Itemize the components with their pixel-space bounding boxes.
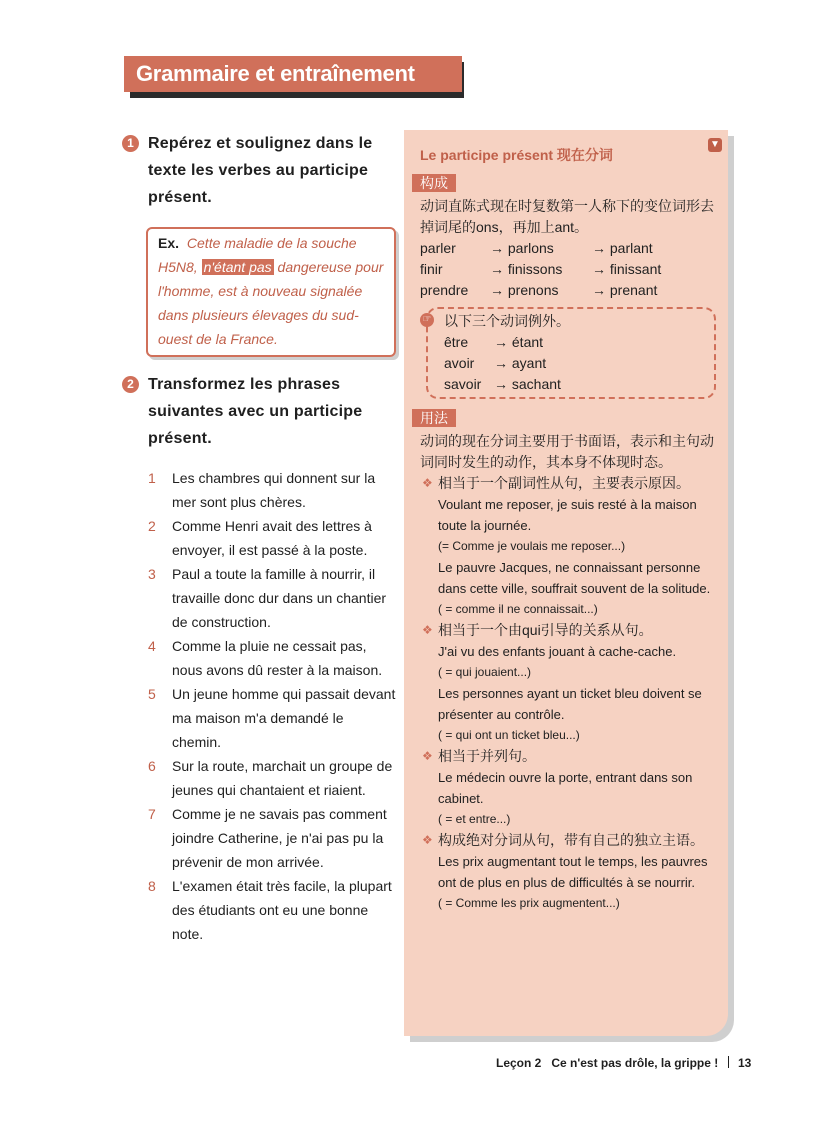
table-cell: → étant bbox=[494, 334, 544, 350]
exercise-number-2: 2 bbox=[122, 376, 139, 393]
example-sentence: Les prix augmentant tout le temps, les pauvres ont de plus en plus de difficultés à se nourrir. bbox=[438, 854, 708, 890]
table-cell: → ayant bbox=[494, 355, 547, 371]
item-text: Comme Henri avait des lettres à envoyer, il est passé à la poste. bbox=[172, 518, 372, 558]
exercise-2-text: Transformez les phrases suivantes avec un participe présent. bbox=[148, 376, 363, 447]
example-sentence: Le médecin ouvre la porte, entrant dans son cabinet. bbox=[438, 770, 693, 806]
section-title: Grammaire et entraînement bbox=[124, 56, 462, 92]
footer-lesson: Leçon 2 bbox=[496, 1056, 542, 1070]
table-cell: → finissant bbox=[592, 261, 662, 277]
list-item bbox=[122, 754, 396, 802]
diamond-bullet-icon: ❖ bbox=[422, 833, 433, 847]
list-item bbox=[122, 466, 396, 514]
example-box bbox=[146, 227, 396, 357]
item-number: 4 bbox=[148, 638, 156, 654]
example-sentence: J'ai vu des enfants jouant à cache-cache. bbox=[438, 644, 677, 659]
list-item bbox=[122, 634, 396, 682]
usage-point-1 bbox=[420, 473, 716, 494]
table-cell: → finissons bbox=[490, 261, 563, 277]
table-cell: → parlons bbox=[490, 240, 554, 256]
chevron-down-icon[interactable]: ▼ bbox=[708, 138, 722, 152]
table-cell: → sachant bbox=[494, 376, 561, 392]
example-note: ( = qui jouaient...) bbox=[438, 665, 532, 679]
exercise-2-items bbox=[122, 466, 396, 946]
table-row bbox=[420, 259, 661, 280]
footer-divider bbox=[728, 1056, 729, 1068]
item-number: 7 bbox=[148, 806, 156, 822]
item-text: Comme la pluie ne cessait pas, nous avons dû rester à la maison. bbox=[172, 638, 383, 678]
example-text-before: Cette maladie de la souche H5N8, bbox=[158, 235, 357, 275]
table-cell: → prenons bbox=[490, 282, 559, 298]
item-text: Sur la route, marchait un groupe de jeunes qui chantaient et riaient. bbox=[172, 758, 393, 798]
grammar-panel bbox=[404, 130, 728, 1036]
exercise-2-instruction bbox=[122, 371, 396, 452]
usage-point-4 bbox=[420, 830, 716, 851]
example-text-after: dangereuse pour l'homme, est à nouveau signalée dans plusieurs élevages du sud-ouest de la France. bbox=[158, 259, 384, 347]
item-text: Comme je ne savais pas comment joindre Catherine, je n'ai pas pu la prévenir de mon arrivée. bbox=[172, 806, 387, 870]
exercise-number-1: 1 bbox=[122, 135, 139, 152]
example-label: Ex. bbox=[158, 235, 180, 251]
list-item bbox=[122, 874, 396, 946]
footer-lesson-title: Ce n'est pas drôle, la grippe ! bbox=[551, 1056, 719, 1070]
diamond-bullet-icon: ❖ bbox=[422, 476, 433, 490]
page-footer bbox=[496, 1055, 751, 1071]
table-row bbox=[420, 238, 661, 259]
exercise-1-text: Repérez et soulignez dans le texte les verbes au participe présent. bbox=[148, 135, 373, 206]
item-number: 1 bbox=[148, 470, 156, 486]
table-row bbox=[444, 332, 561, 353]
table-row bbox=[444, 353, 561, 374]
table-cell: être bbox=[444, 334, 469, 350]
exercise-1-instruction bbox=[122, 130, 396, 211]
usage-tag: 用法 bbox=[412, 409, 456, 427]
exceptions-table bbox=[444, 332, 561, 395]
example-highlight: n'étant pas bbox=[203, 259, 272, 275]
usage-heading: 相当于一个由qui引导的关系从句。 bbox=[438, 622, 653, 638]
usage-heading: 相当于一个副词性从句，主要表示原因。 bbox=[438, 475, 690, 491]
exceptions-box bbox=[422, 307, 716, 399]
formation-tag: 构成 bbox=[412, 174, 456, 192]
list-item bbox=[122, 682, 396, 754]
section-banner bbox=[124, 56, 462, 92]
list-item bbox=[122, 802, 396, 874]
item-text: L'examen était très facile, la plupart des étudiants ont eu une bonne note. bbox=[172, 878, 392, 942]
usage-text: 动词的现在分词主要用于书面语，表示和主句动词同时发生的动作，其本身不体现时态。 bbox=[420, 433, 714, 470]
item-number: 3 bbox=[148, 566, 156, 582]
pointer-icon: ☞ bbox=[420, 313, 434, 327]
table-cell: → prenant bbox=[592, 282, 658, 298]
table-cell: savoir bbox=[444, 376, 482, 392]
table-cell: → parlant bbox=[592, 240, 653, 256]
example-note: ( = Comme les prix augmentent...) bbox=[438, 896, 620, 910]
usage-point-3 bbox=[420, 746, 716, 767]
item-text: Un jeune homme qui passait devant ma maison m'a demandé le chemin. bbox=[172, 686, 396, 750]
usage-heading: 构成绝对分词从句，带有自己的独立主语。 bbox=[438, 832, 704, 848]
example-sentence: Le pauvre Jacques, ne connaissant personne dans cette ville, souffrait souvent de la solitude. bbox=[438, 560, 711, 596]
example-note: ( = et entre...) bbox=[438, 812, 511, 826]
example-note: (= Comme je voulais me reposer...) bbox=[438, 539, 626, 553]
usage-heading: 相当于并列句。 bbox=[438, 748, 536, 764]
conjugation-table bbox=[420, 238, 661, 301]
item-number: 8 bbox=[148, 878, 156, 894]
diamond-bullet-icon: ❖ bbox=[422, 623, 433, 637]
page-number: 13 bbox=[737, 1056, 752, 1070]
example-sentence: Voulant me reposer, je suis resté à la maison toute la journée. bbox=[438, 497, 697, 533]
item-number: 6 bbox=[148, 758, 156, 774]
exceptions-title: 以下三个动词例外。 bbox=[444, 313, 570, 329]
usage-point-2 bbox=[420, 620, 716, 641]
list-item bbox=[122, 514, 396, 562]
table-cell: finir bbox=[420, 261, 443, 277]
example-sentence: Les personnes ayant un ticket bleu doivent se présenter au contrôle. bbox=[438, 686, 702, 722]
example-note: ( = comme il ne connaissait...) bbox=[438, 602, 598, 616]
list-item bbox=[122, 562, 396, 634]
formation-text: 动词直陈式现在时复数第一人称下的变位词形去掉词尾的ons，再加上ant。 bbox=[420, 198, 714, 235]
table-row bbox=[420, 280, 661, 301]
table-cell: parler bbox=[420, 240, 456, 256]
table-cell: avoir bbox=[444, 355, 475, 371]
diamond-bullet-icon: ❖ bbox=[422, 749, 433, 763]
item-number: 2 bbox=[148, 518, 156, 534]
item-text: Les chambres qui donnent sur la mer sont plus chères. bbox=[172, 470, 376, 510]
exercises-column bbox=[122, 130, 396, 946]
table-cell: prendre bbox=[420, 282, 469, 298]
panel-title: Le participe présent 现在分词 bbox=[420, 147, 613, 163]
table-row bbox=[444, 374, 561, 395]
example-note: ( = qui ont un ticket bleu...) bbox=[438, 728, 580, 742]
item-number: 5 bbox=[148, 686, 156, 702]
item-text: Paul a toute la famille à nourrir, il travaille donc dur dans un chantier de construction. bbox=[172, 566, 387, 630]
